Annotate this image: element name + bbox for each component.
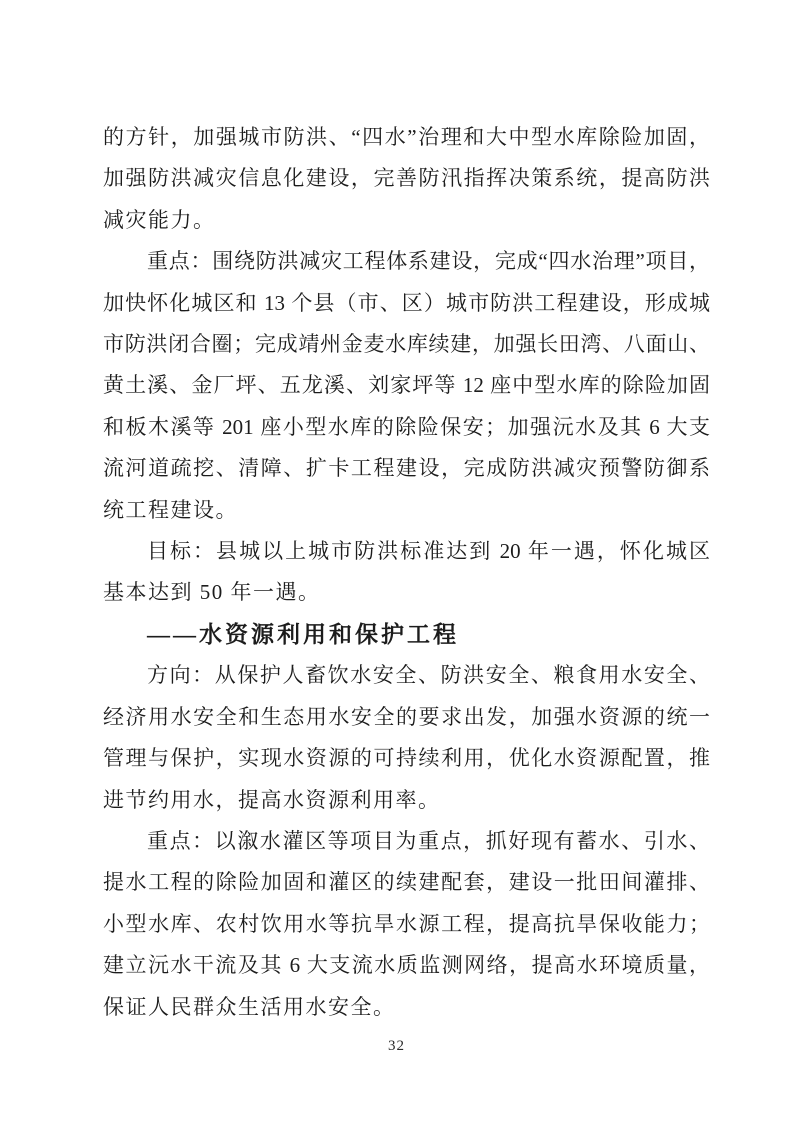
- text-line: 经济用水安全和生态用水安全的要求出发，加强水资源的统一: [103, 704, 710, 729]
- text-line: 减灾能力。: [103, 207, 216, 232]
- text-line: 基本达到 50 年一遇。: [103, 580, 321, 605]
- text-line: 加强防洪减灾信息化建设，完善防汛指挥决策系统，提高防洪: [103, 166, 710, 191]
- text-line: 方向：从保护人畜饮水安全、防洪安全、粮食用水安全、: [147, 663, 710, 688]
- paragraph-flood-measures: [103, 117, 710, 241]
- paragraph-water-key-points: [103, 821, 710, 1028]
- text-line: 加快怀化城区和 13 个县（市、区）城市防洪工程建设，形成城: [103, 290, 710, 315]
- text-line: 黄土溪、金厂坪、五龙溪、刘家坪等 12 座中型水库的除险加固: [103, 373, 710, 398]
- text-line: 流河道疏挖、清障、扩卡工程建设，完成防洪减灾预警防御系: [103, 456, 710, 481]
- text-line: 重点：以溆水灌区等项目为重点，抓好现有蓄水、引水、: [147, 828, 710, 853]
- document-body: [103, 117, 710, 1028]
- page-number: 32: [388, 1038, 405, 1054]
- text-line: 的方针，加强城市防洪、“四水”治理和大中型水库除险加固，: [103, 125, 710, 149]
- text-line: 保证人民群众生活用水安全。: [103, 994, 396, 1019]
- paragraph-flood-target: [103, 531, 710, 614]
- text-line: 目标：县城以上城市防洪标准达到 20 年一遇，怀化城区: [147, 539, 710, 564]
- paragraph-flood-key-points: [103, 241, 710, 531]
- text-line: 市防洪闭合圈；完成靖州金麦水库续建，加强长田湾、八面山、: [103, 332, 710, 357]
- text-line: 进节约用水，提高水资源利用率。: [103, 787, 441, 812]
- section-heading: ——水资源利用和保护工程: [147, 621, 459, 647]
- paragraph-water-direction: [103, 655, 710, 821]
- text-line: 和板木溪等 201 座小型水库的除险保安；加强沅水及其 6 大支: [103, 414, 710, 439]
- text-line: 提水工程的除险加固和灌区的续建配套，建设一批田间灌排、: [103, 870, 710, 895]
- text-line: 统工程建设。: [103, 497, 238, 522]
- section-water-resources: [103, 614, 710, 655]
- text-line: 重点：围绕防洪减灾工程体系建设，完成“四水治理”项目，: [147, 249, 710, 274]
- text-line: 小型水库、农村饮用水等抗旱水源工程，提高抗旱保收能力；: [103, 911, 710, 936]
- text-line: 建立沅水干流及其 6 大支流水质监测网络，提高水环境质量，: [103, 953, 710, 978]
- text-line: 管理与保护，实现水资源的可持续利用，优化水资源配置，推: [103, 746, 710, 771]
